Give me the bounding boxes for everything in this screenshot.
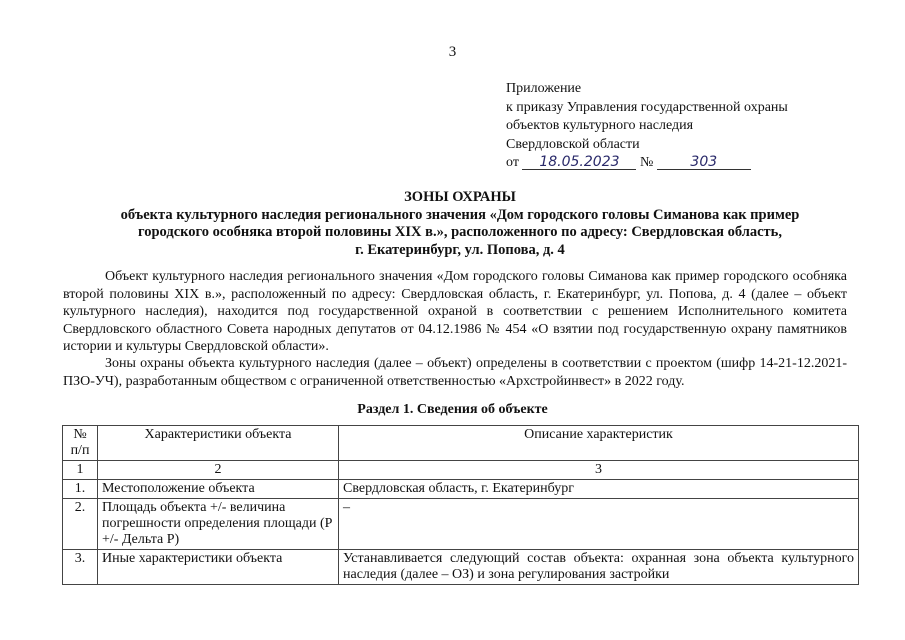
document-title bbox=[60, 189, 860, 259]
table-row bbox=[63, 480, 859, 499]
date-prefix: от bbox=[506, 155, 519, 170]
appendix-line: Свердловской области bbox=[506, 136, 640, 152]
title-line: городского особняка второй половины XIX в.», расположенного по адресу: Свердловская область, bbox=[138, 224, 782, 240]
row-description: Устанавливается следующий состав объекта: охранная зона объекта культурного наследия (далее – ОЗ) и зона регулирования застройки bbox=[339, 550, 859, 585]
numbering-cell: 2 bbox=[98, 461, 339, 480]
numbering-cell: 1 bbox=[63, 461, 98, 480]
numbering-cell: 3 bbox=[339, 461, 859, 480]
page-number: 3 bbox=[448, 44, 457, 60]
section-title: Раздел 1. Сведения об объекте bbox=[357, 402, 548, 417]
row-characteristic: Иные характеристики объекта bbox=[98, 550, 339, 585]
appendix-line: Приложение bbox=[506, 81, 582, 96]
row-characteristic: Площадь объекта +/- величина погрешности определения площади (P +/- Дельта P) bbox=[98, 499, 339, 550]
handwritten-number: 303 bbox=[657, 155, 751, 170]
row-number: 1. bbox=[63, 480, 98, 499]
handwritten-date: 18.05.2023 bbox=[522, 155, 636, 170]
row-number: 2. bbox=[63, 499, 98, 550]
paragraph-object-description: Объект культурного наследия регионального значения «Дом городского головы Симанова как пример городского особняка второй половины XIX в.», расположенный по адресу: Свердловская область, г. Екатеринбург, ул. Попова, д. 4 (далее – объект культурного наследия), находится под государственной охраной в соответствии с решением Исполнительного комитета Свердловского областного Совета народных депутатов от 04.12.1986 № 454 «О взятии под государственную охрану памятников истории и культуры Свердловской области». bbox=[63, 269, 847, 354]
title-line: г. Екатеринбург, ул. Попова, д. 4 bbox=[355, 241, 565, 258]
row-characteristic: Местоположение объекта bbox=[98, 480, 339, 499]
table-header-row bbox=[63, 426, 859, 461]
appendix-block bbox=[506, 80, 788, 173]
row-number: 3. bbox=[63, 550, 98, 585]
appendix-line: к приказу Управления государственной охраны bbox=[506, 99, 788, 115]
appendix-line: объектов культурного наследия bbox=[506, 118, 694, 133]
row-description: – bbox=[339, 499, 859, 550]
paragraph-protection-zones: Зоны охраны объекта культурного наследия (далее – объект) определены в соответствии с проектом (шифр 14-21-12.2021-ПЗО-УЧ), разработанным обществом с ограниченной ответственностью «Архстройинвест» в 2022 году. bbox=[63, 356, 847, 389]
header-cell-description: Описание характеристик bbox=[339, 426, 859, 461]
table-numbering-row bbox=[63, 461, 859, 480]
title-line: ЗОНЫ ОХРАНЫ bbox=[404, 189, 516, 205]
row-description: Свердловская область, г. Екатеринбург bbox=[339, 480, 859, 499]
number-prefix: № bbox=[639, 155, 654, 170]
object-info-table bbox=[62, 425, 859, 585]
header-cell-number: № п/п bbox=[63, 426, 98, 461]
header-cell-characteristics: Характеристики объекта bbox=[98, 426, 339, 461]
table-row bbox=[63, 550, 859, 585]
appendix-date-line bbox=[506, 154, 788, 173]
table-row bbox=[63, 499, 859, 550]
title-line: объекта культурного наследия регионального значения «Дом городского головы Симанова как пример bbox=[120, 206, 800, 223]
